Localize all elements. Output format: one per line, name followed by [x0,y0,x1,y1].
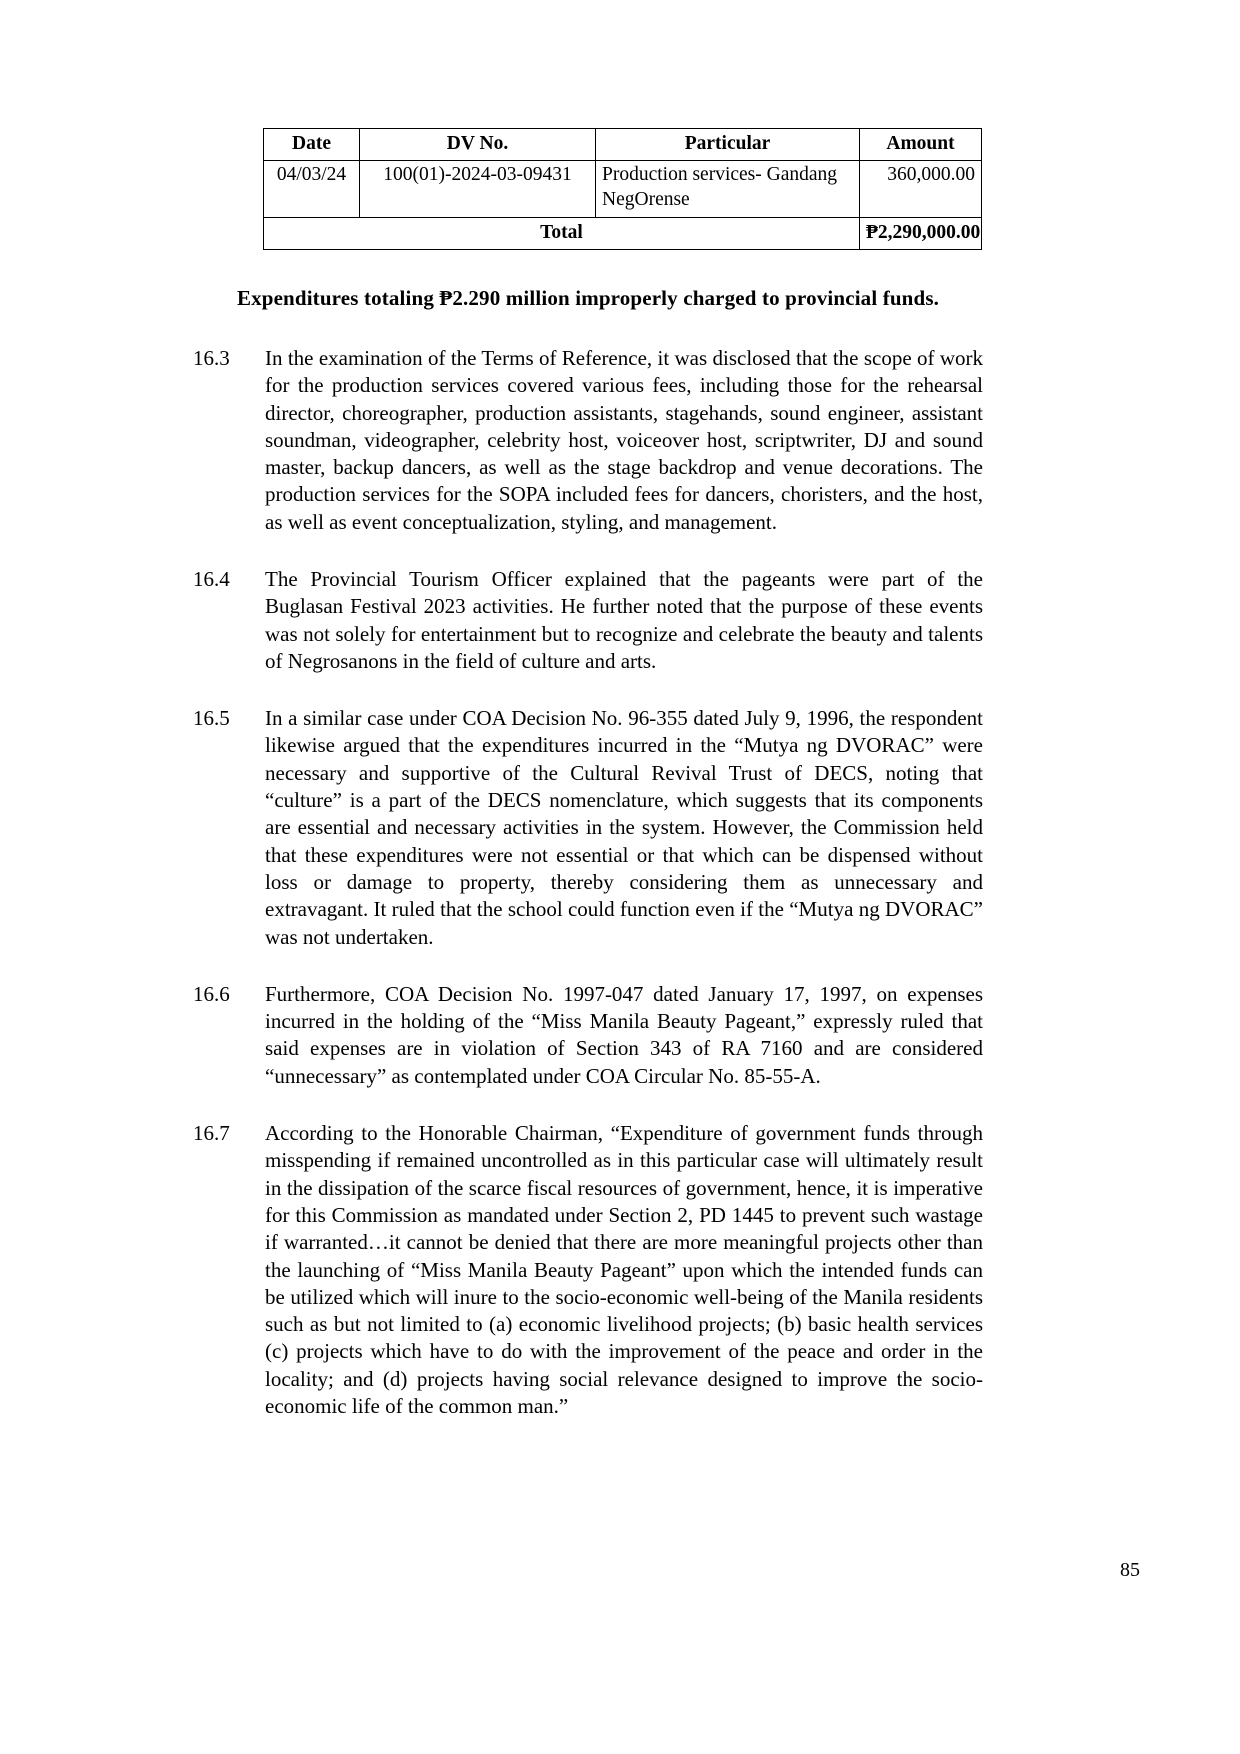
paragraph-16-7 [193,1120,983,1420]
paragraph-text: Furthermore, COA Decision No. 1997-047 dated January 17, 1997, on expenses incurred in the holding of the “Miss Manila Beauty Pageant,” expressly ruled that said expenses are in violation of Section 343 of RA 7160 and are considered “unnecessary” as contemplated under COA Circular No. 85-55-A. [265,981,983,1088]
total-label: Total [264,217,860,249]
paragraph-16-4 [193,566,983,675]
paragraph-text: According to the Honorable Chairman, “Expenditure of government funds through misspending if remained uncontrolled as in this particular case will ultimately result in the dissipation of the scarce fiscal resources of government, hence, it is imperative for this Commission as mandated under Section 2, PD 1445 to prevent such wastage if warranted…it cannot be denied that there are more meaningful projects other than the launching of “Miss Manila Beauty Pageant” upon which the intended funds can be utilized which will inure to the socio-economic well-being of the Manila residents such as but not limited to (a) economic livelihood projects; (b) basic health services (c) projects which have to do with the improvement of the peace and order in the locality; and (d) projects having social relevance designed to improve the socio-economic life of the common man.” [265,1121,983,1418]
page-number: 85 [1120,1559,1140,1581]
column-header-dv-no: DV No. [360,129,596,161]
paragraph-16-3 [193,345,983,536]
paragraph-text: In the examination of the Terms of Reference, it was disclosed that the scope of work for the production services covered various fees, including those for the rehearsal director, choreographer, production assistants, stagehands, sound engineer, assistant soundman, videographer, celebrity host, voiceover host, scriptwriter, DJ and sound master, backup dancers, as well as the stage backdrop and venue decorations. The production services for the SOPA included fees for dancers, choristers, and the host, as well as event conceptualization, styling, and management. [265,345,983,534]
cell-particular: Production services- Gandang NegOrense [596,160,860,217]
paragraph-16-6 [193,981,983,1090]
paragraph-text: In a similar case under COA Decision No. 96-355 dated July 9, 1996, the respondent likewise argued that the expenditures incurred in the “Mutya ng DVORAC” were necessary and supportive of the Cultural Revival Trust of DECS, noting that “culture” is a part of the DECS nomenclature, which suggests that its components are essential and necessary activities in the system. However, the Commission held that these expenditures were not essential or that which can be dispensed without loss or damage to property, thereby considering them as unnecessary and extravagant. It ruled that the school could function even if the “Mutya ng DVORAC” was not undertaken. [265,706,983,949]
paragraph-number: 16.7 [193,1121,230,1146]
paragraph-16-5 [193,705,983,951]
total-amount: ₱2,290,000.00 [860,217,982,249]
column-header-amount: Amount [860,129,982,161]
page-content [193,128,983,1420]
column-header-date: Date [264,129,360,161]
column-header-particular: Particular [596,129,860,161]
paragraph-number: 16.4 [193,566,230,591]
table-total-row [264,217,982,249]
paragraph-number: 16.6 [193,981,230,1006]
cell-date: 04/03/24 [264,160,360,217]
disbursement-voucher-table [263,128,982,250]
table-row [264,160,982,217]
paragraph-number: 16.5 [193,706,230,731]
table-header-row [264,129,982,161]
cell-amount: 360,000.00 [860,160,982,217]
table-body [264,160,982,249]
table-header [264,129,982,161]
paragraph-text: The Provincial Tourism Officer explained that the pageants were part of the Buglasan Festival 2023 activities. He further noted that the purpose of these events was not solely for entertainment but to recognize and celebrate the beauty and talents of Negrosanons in the field of culture and arts. [265,566,983,673]
paragraph-number: 16.3 [193,345,230,370]
section-headline: Expenditures totaling ₱2.290 million improperly charged to provincial funds. [236,285,940,310]
cell-dv-no: 100(01)-2024-03-09431 [360,160,596,217]
